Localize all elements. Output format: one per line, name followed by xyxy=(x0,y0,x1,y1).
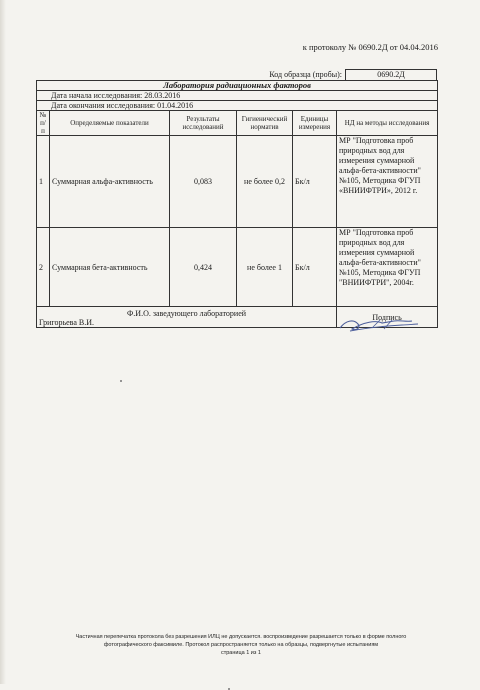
footer-page-number: страница 1 из 1 xyxy=(220,650,261,656)
results-table xyxy=(36,80,438,328)
row-method: МР "Подготовка проб природных вод для измерения суммарной альфа-бета-активности" №105, Методика ФГУП "ВНИИФТРИ", 2004г. xyxy=(337,228,438,307)
col-header-norm: Гигиенический норматив xyxy=(237,111,293,136)
table-row xyxy=(37,228,438,307)
footer-disclaimer xyxy=(36,633,446,657)
row-norm: не более 0,2 xyxy=(237,136,293,228)
sample-code-row xyxy=(36,69,437,80)
scan-edge-shadow xyxy=(0,0,6,684)
row-result: 0,083 xyxy=(170,136,237,228)
head-of-lab-label: Ф.И.О. заведующего лабораторией xyxy=(126,308,247,318)
protocol-reference: к протоколу № 0690.2Д от 04.04.2016 xyxy=(302,42,438,52)
row-num: 1 xyxy=(37,136,50,228)
row-indicator: Суммарная бета-активность xyxy=(50,228,170,307)
handwritten-signature-icon xyxy=(336,316,422,334)
row-method: МР "Подготовка проб природных вод для измерения суммарной альфа-бета-активности" №105, Методика ФГУП «ВНИИФТРИ», 2012 г. xyxy=(337,136,438,228)
col-header-result: Результаты исследований xyxy=(170,111,237,136)
table-row xyxy=(37,136,438,228)
head-of-lab-cell xyxy=(37,307,337,328)
row-norm: не более 1 xyxy=(237,228,293,307)
footer-line-1: Частичная перепечатка протокола без разрешения ИЛЦ не допускается. воспроизведение разрешается только в форме полного xyxy=(75,634,407,640)
col-header-unit: Единицы измерения xyxy=(293,111,337,136)
col-header-method: НД на методы исследования xyxy=(337,111,438,136)
row-result: 0,424 xyxy=(170,228,237,307)
col-header-num: № п/п xyxy=(37,111,50,136)
footer-line-2: фотографического факсимиле. Протокол распространяется только на образцы, подвергнутые испытаниям xyxy=(103,642,379,648)
lab-title: Лаборатория радиационных факторов xyxy=(37,81,438,91)
sample-code-label: Код образца (пробы): xyxy=(269,70,342,79)
row-unit: Бк/л xyxy=(293,228,337,307)
head-of-lab-name: Григорьева В.И. xyxy=(39,317,95,327)
signature-label: Подпись xyxy=(372,312,402,322)
sample-code-value: 0690.2Д xyxy=(345,69,437,81)
end-date: Дата окончания исследования: 01.04.2016 xyxy=(37,101,438,111)
row-unit: Бк/л xyxy=(293,136,337,228)
row-indicator: Суммарная альфа-активность xyxy=(50,136,170,228)
row-num: 2 xyxy=(37,228,50,307)
col-header-indicator: Определяемые показатели xyxy=(50,111,170,136)
scan-speck xyxy=(120,380,122,382)
start-date: Дата начала исследования: 28.03.2016 xyxy=(37,91,438,101)
